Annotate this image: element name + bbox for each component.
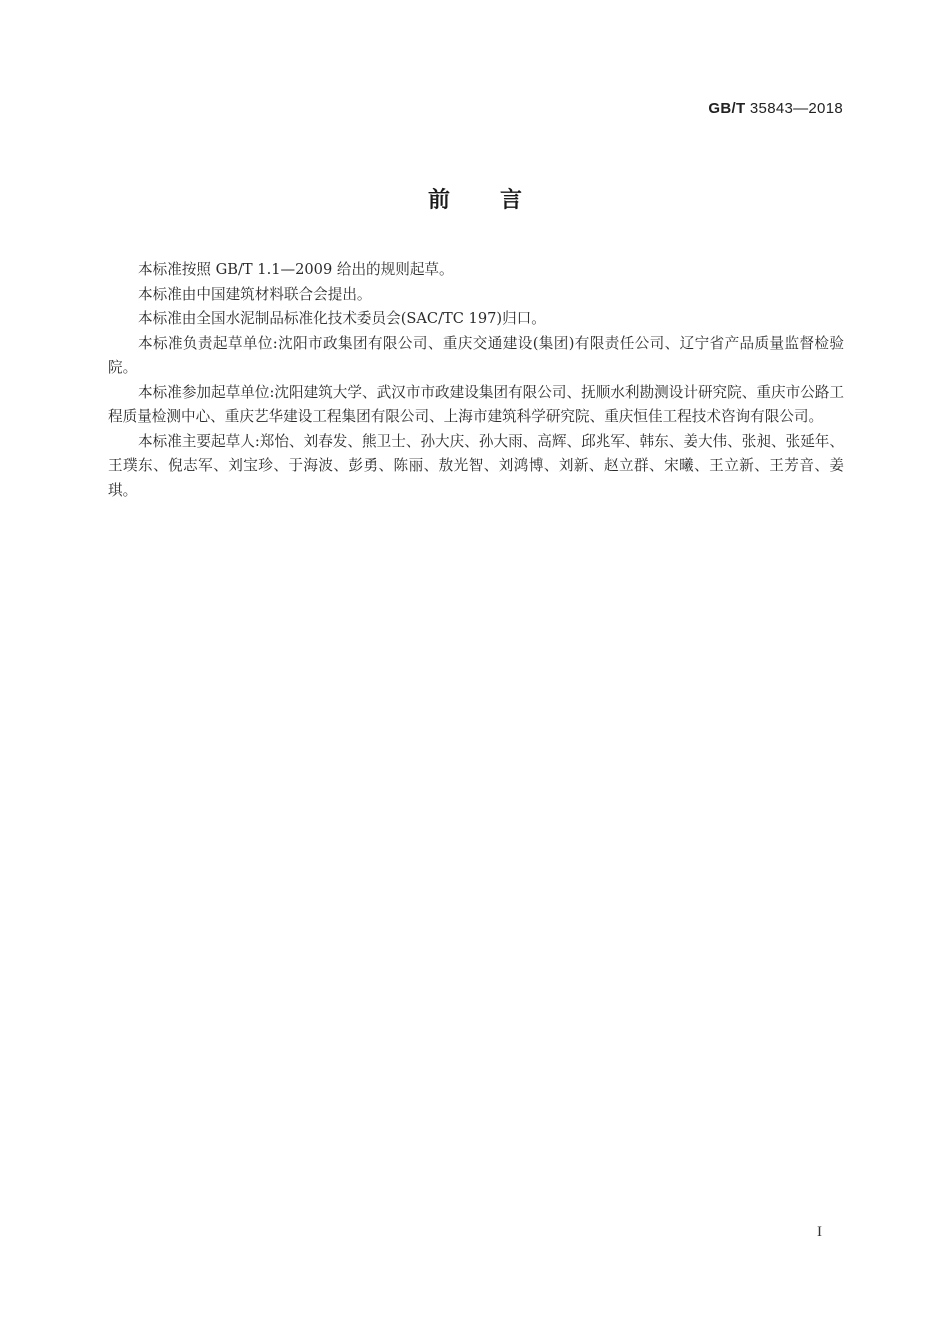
paragraph-drafting-rules: 本标准按照 GB/T 1.1—2009 给出的规则起草。 [138, 261, 454, 278]
page-title: 前言 [427, 188, 572, 213]
paragraph-main-authors: 本标准主要起草人:郑怡、刘春发、熊卫士、孙大庆、孙大雨、高辉、邱兆军、韩东、姜大伟、张昶、张延年、王璞东、倪志军、刘宝珍、于海波、彭勇、陈丽、敖光智、刘鸿博、刘新、赵立群、宋曦、王立新、王芳音、姜琪。 [108, 432, 844, 499]
page-number: I [817, 1224, 822, 1240]
standard-code-prefix: GB/T [708, 100, 746, 117]
standard-code [708, 100, 843, 117]
body-text [108, 258, 844, 503]
paragraph-proposer: 本标准由中国建筑材料联合会提出。 [138, 285, 372, 303]
paragraph-jurisdiction: 本标准由全国水泥制品标准化技术委员会(SAC/TC 197)归口。 [138, 310, 546, 327]
paragraph-lead-drafters: 本标准负责起草单位:沈阳市政集团有限公司、重庆交通建设(集团)有限责任公司、辽宁省产品质量监督检验院。 [108, 334, 844, 376]
standard-code-number: 35843—2018 [749, 100, 843, 117]
paragraph-participating-drafters: 本标准参加起草单位:沈阳建筑大学、武汉市市政建设集团有限公司、抚顺水利勘测设计研究院、重庆市公路工程质量检测中心、重庆艺华建设工程集团有限公司、上海市建筑科学研究院、重庆恒佳工程技术咨询有限公司。 [108, 383, 844, 425]
